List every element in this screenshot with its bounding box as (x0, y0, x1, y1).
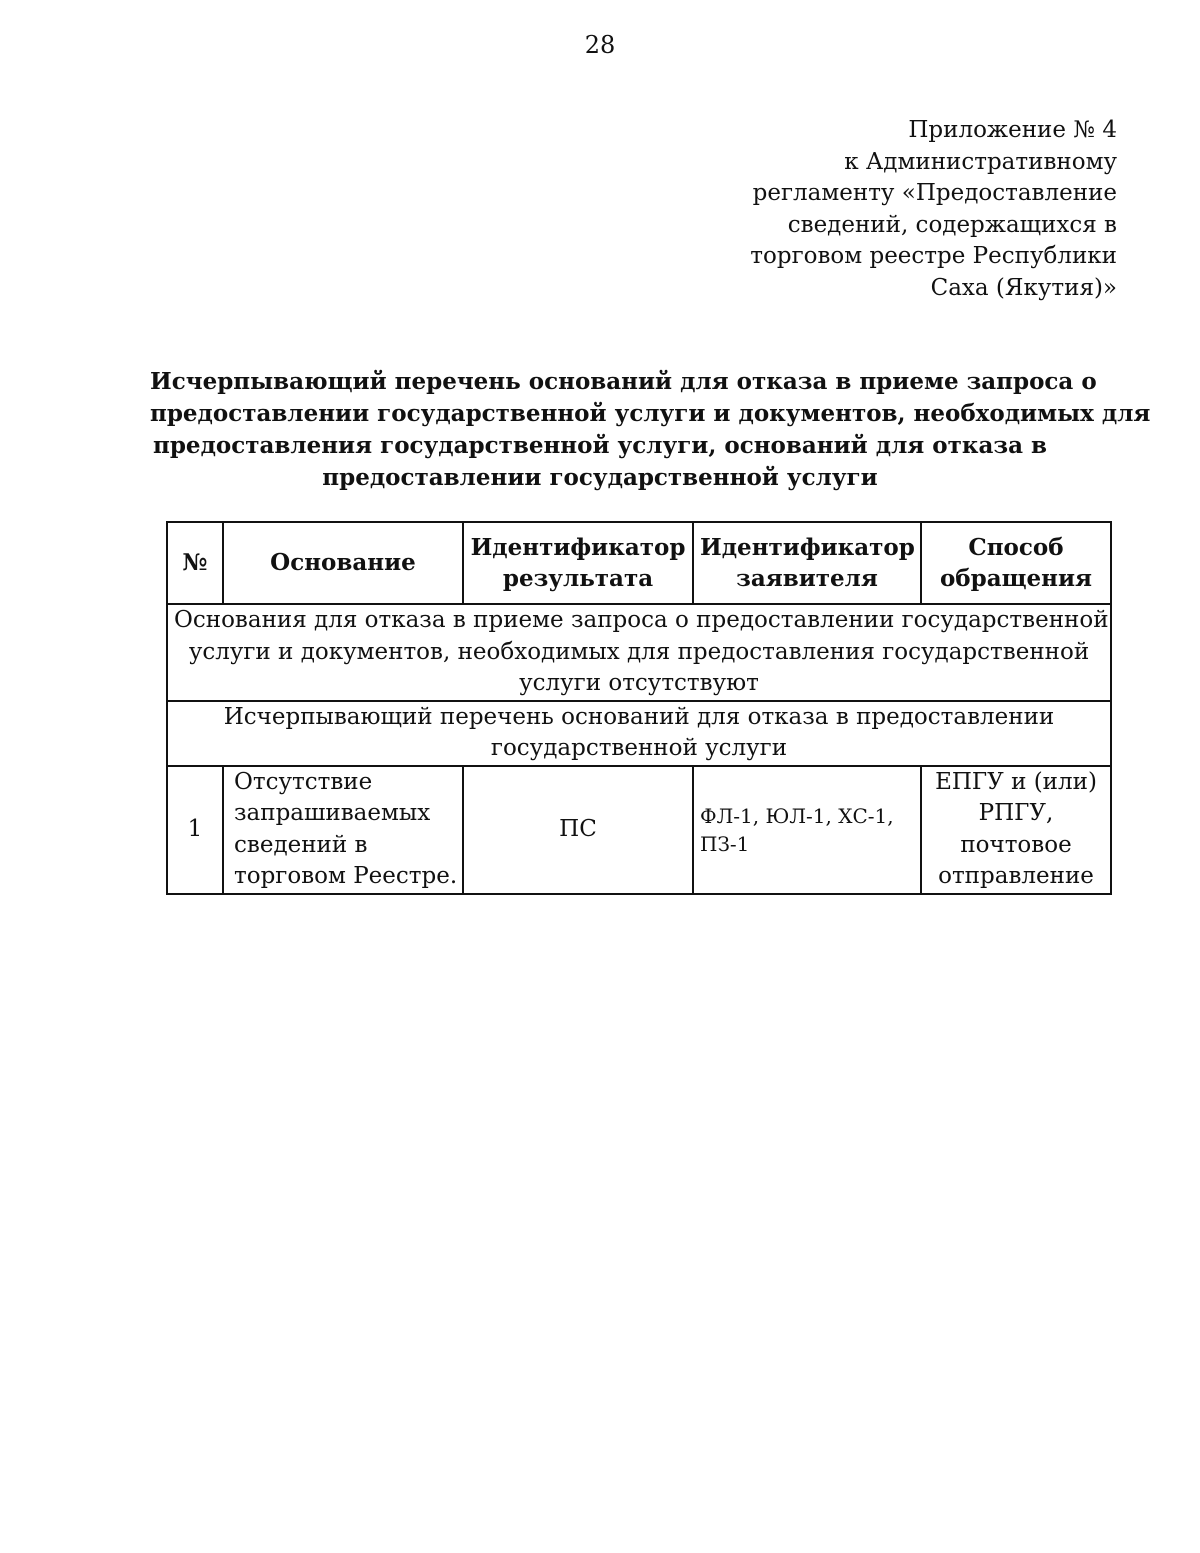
section-line: Основания для отказа в приеме запроса о предоставлении государственной (174, 607, 1109, 633)
row-basis-line: запрашиваемых (234, 800, 431, 826)
row-method-line: почтовое (960, 831, 1072, 858)
header-applicant-id (693, 522, 921, 604)
header-applicant-id-line: заявителя (736, 565, 878, 592)
section-intake-refusal (167, 604, 1111, 701)
grounds-table (166, 521, 1112, 895)
document-title (150, 366, 1151, 494)
appendix-line: к Административному (844, 148, 1117, 175)
row-result-id: ПС (463, 766, 693, 894)
header-result-id-line: Идентификатор (470, 533, 686, 561)
section-line: услуги отсутствуют (519, 670, 759, 696)
row-method (921, 766, 1111, 894)
appendix-line: регламенту «Предоставление (752, 180, 1117, 206)
appendix-line: Саха (Якутия)» (930, 274, 1117, 301)
row-basis-line: сведений в (234, 831, 368, 858)
table-row (167, 766, 1111, 894)
title-line: предоставлении государственной услуги и документов, необходимых для (150, 400, 1151, 427)
row-applicant-id-line: ПЗ-1 (700, 831, 750, 856)
header-method (921, 522, 1111, 604)
table-header-row (167, 522, 1111, 604)
appendix-line: сведений, содержащихся в (787, 211, 1117, 238)
title-line: предоставления государственной услуги, оснований для отказа в (153, 432, 1047, 459)
section-service-refusal (167, 701, 1111, 766)
appendix-line: Приложение № 4 (908, 117, 1117, 143)
row-method-line: отправление (938, 863, 1094, 889)
row-basis (223, 766, 463, 894)
row-method-line: РПГУ, (978, 800, 1054, 826)
title-line: Исчерпывающий перечень оснований для отказа в приеме запроса о (150, 368, 1097, 395)
page-number: 28 (584, 31, 616, 59)
row-method-line: ЕПГУ и (или) (935, 768, 1097, 795)
header-method-line: Способ (968, 533, 1064, 561)
title-line: предоставлении государственной услуги (322, 464, 878, 491)
header-method-line: обращения (939, 565, 1093, 592)
section-line: услуги и документов, необходимых для предоставления государственной (188, 638, 1090, 665)
section-row-intake-refusal (167, 604, 1111, 701)
header-basis: Основание (223, 522, 463, 604)
section-line: государственной услуги (490, 735, 788, 761)
row-basis-line: Отсутствие (234, 768, 373, 795)
appendix-line: торговом реестре Республики (750, 243, 1117, 269)
header-num: № (167, 522, 223, 604)
header-result-id-line: результата (502, 565, 654, 592)
section-line: Исчерпывающий перечень оснований для отказа в предоставлении (223, 703, 1055, 730)
section-row-service-refusal (167, 701, 1111, 766)
row-basis-line: торговом Реестре. (234, 863, 458, 889)
row-applicant-id-line: ФЛ-1, ЮЛ-1, ХС-1, (700, 803, 894, 828)
appendix-note (697, 115, 1117, 304)
row-num: 1 (167, 766, 223, 894)
header-result-id (463, 522, 693, 604)
header-applicant-id-line: Идентификатор (700, 533, 915, 561)
row-applicant-id (693, 766, 921, 894)
